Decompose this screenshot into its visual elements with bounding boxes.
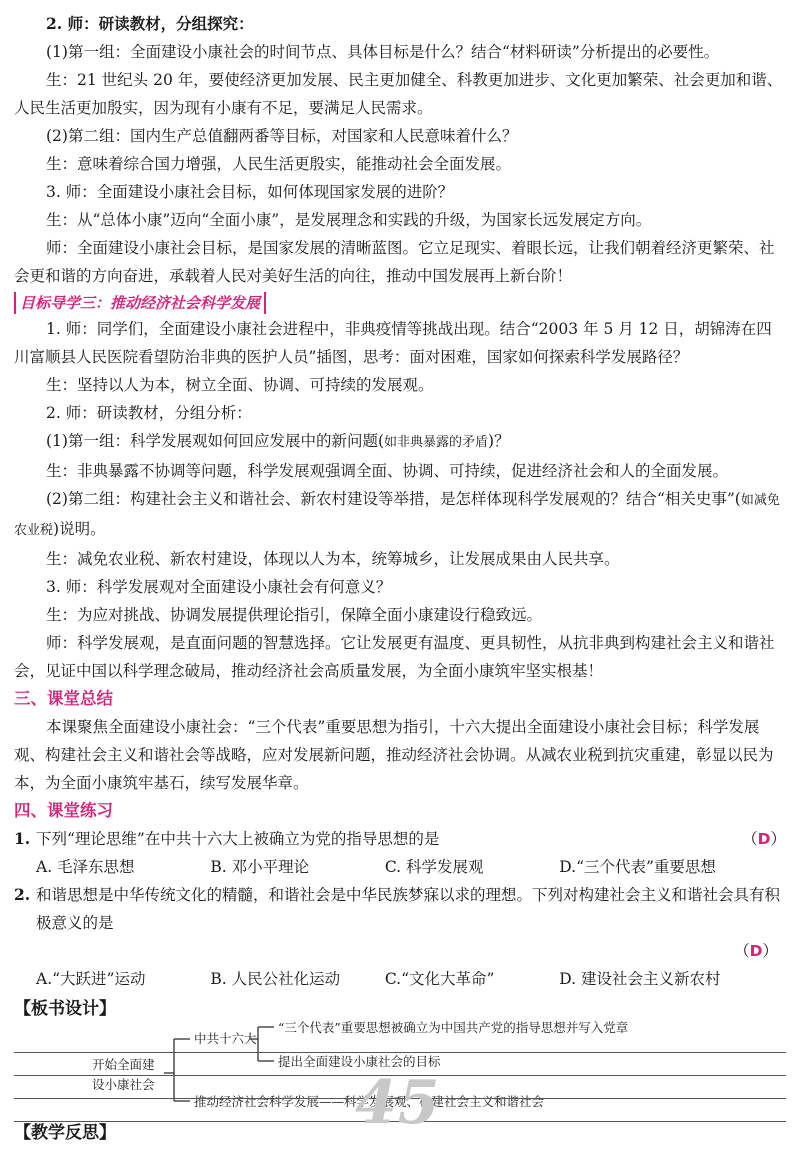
page-number: 45: [355, 1068, 441, 1138]
option: D. 建设社会主义新农村: [559, 970, 721, 988]
paragraph: 1. 师：同学们，全面建设小康社会进程中，非典疫情等挑战出现。结合“2003 年 5 月 12 日，胡锦涛在四川富顺县人民医院看望防治非典的医护人员”插图，思考：面对困难，国家如何探索科学发展路径？: [14, 320, 772, 366]
paragraph: 生：坚持以人为本，树立全面、协调、可持续的发展观。: [46, 376, 434, 394]
board-leaf-1: “三个代表”重要思想被确立为中国共产党的指导思想并写入党章: [278, 1020, 629, 1035]
paragraph: 生：21 世纪头 20 年，要使经济更加发展、民主更加健全、科教更加进步、文化更加繁荣、社会更加和谐、人民生活更加殷实，因为现有小康有不足，要满足人民需求。: [14, 71, 783, 117]
board-heading: 【板书设计】: [14, 999, 116, 1019]
question-2: 2. 和谐思想是中华传统文化的精髓，和谐社会是中华民族梦寐以求的理想。下列对构建社会主义和谐社会具有积极意义的是: [14, 885, 781, 932]
paragraph: 生：非典暴露不协调等问题，科学发展观强调全面、协调、可持续，促进经济社会和人的全面发展。: [46, 462, 729, 480]
paragraph: 3. 师：全面建设小康社会目标，如何体现国家发展的进阶？: [46, 183, 454, 201]
writing-line[interactable]: [14, 1030, 786, 1053]
page-content: [14, 10, 786, 1147]
board-root-1: 开始全面建: [92, 1057, 155, 1072]
option: B. 人民公社化运动: [210, 970, 341, 988]
option: B. 邓小平理论: [210, 858, 310, 876]
note: 如非典暴露的矛盾: [384, 435, 489, 450]
answer-1: D: [757, 830, 771, 848]
board-branch-2: 推动经济社会科学发展——科学发展观、构建社会主义和谐社会: [194, 1094, 545, 1109]
question-1: 1. 下列“理论思维”在中共十六大上被确立为党的指导思想的是 （D）: [14, 825, 786, 853]
options-1: [14, 853, 786, 881]
paragraph: (1)第一组：科学发展观如何回应发展中的新问题(如非典暴露的矛盾)？: [46, 432, 510, 450]
paragraph: 生：意味着综合国力增强，人民生活更殷实，能推动社会全面发展。: [46, 155, 512, 173]
answer-bracket: （D）: [742, 830, 786, 848]
paragraph: 2. 师：研读教材，分组探究：: [46, 14, 254, 33]
option: C. 科学发展观: [384, 858, 484, 876]
option: D.“三个代表”重要思想: [559, 858, 716, 876]
answer-2: D: [749, 942, 763, 960]
goal-heading: 目标导学三：推动经济社会科学发展: [14, 292, 266, 314]
paragraph: (2)第二组：国内生产总值翻两番等目标，对国家和人民意味着什么？: [46, 127, 518, 145]
board-root-2: 设小康社会: [92, 1077, 155, 1092]
option: A.“大跃进”运动: [36, 970, 146, 988]
option: C.“文化大革命”: [384, 970, 495, 988]
paragraph: (1)第一组：全面建设小康社会的时间节点、具体目标是什么？结合“材料研读”分析提出的必要性。: [46, 43, 720, 61]
paragraph: (2)第二组：构建社会主义和谐社会、新农村建设等举措，是怎样体现科学发展观的？结合“相关史事”(如减免农业税)说明。: [14, 490, 780, 538]
options-2: [14, 965, 786, 993]
paragraph: 师：全面建设小康社会目标，是国家发展的清晰蓝图。它立足现实、着眼长远，让我们朝着经济更繁荣、社会更和谐的方向奋进，承载着人民对美好生活的向往，推动中国发展再上新台阶！: [14, 239, 775, 285]
paragraph: 2. 师：研读教材，分组分析：: [46, 404, 252, 422]
answer-bracket: （D）: [734, 942, 778, 960]
option: A. 毛泽东思想: [36, 858, 135, 876]
board-leaf-2: 提出全面建设小康社会的目标: [278, 1054, 441, 1069]
reflection-heading: 【教学反思】: [14, 1123, 116, 1143]
summary-text: 本课聚焦全面建设小康社会：“三个代表”重要思想为指引，十六大提出全面建设小康社会目标；科学发展观、构建社会主义和谐社会等战略，应对发展新问题，推动经济社会协调。从减农业税到抗灾重建，彰显以民为本，为全面小康筑牢基石，续写发展华章。: [14, 718, 774, 792]
note: 如减免农业税: [14, 493, 780, 538]
paragraph: 3. 师：科学发展观对全面建设小康社会有何意义？: [46, 578, 392, 596]
paragraph: 生：减免农业税、新农村建设，体现以人为本，统筹城乡，让发展成果由人民共享。: [46, 550, 620, 568]
paragraph: 生：为应对挑战、协调发展提供理论指引，保障全面小康建设行稳致远。: [46, 606, 543, 624]
paragraph: 生：从“总体小康”迈向“全面小康”，是发展理念和实践的升级，为国家长远发展定方向。: [46, 211, 652, 229]
section-heading-practice: 四、课堂练习: [14, 801, 113, 820]
board-branch-1: 中共十六大: [194, 1031, 257, 1046]
paragraph: 师：科学发展观，是直面问题的智慧选择。它让发展更有温度、更具韧性，从抗非典到构建社会主义和谐社会，见证中国以科学理念破局，推动经济社会高质量发展，为全面小康筑牢坚实根基！: [14, 634, 775, 680]
section-heading-summary: 三、课堂总结: [14, 689, 113, 708]
